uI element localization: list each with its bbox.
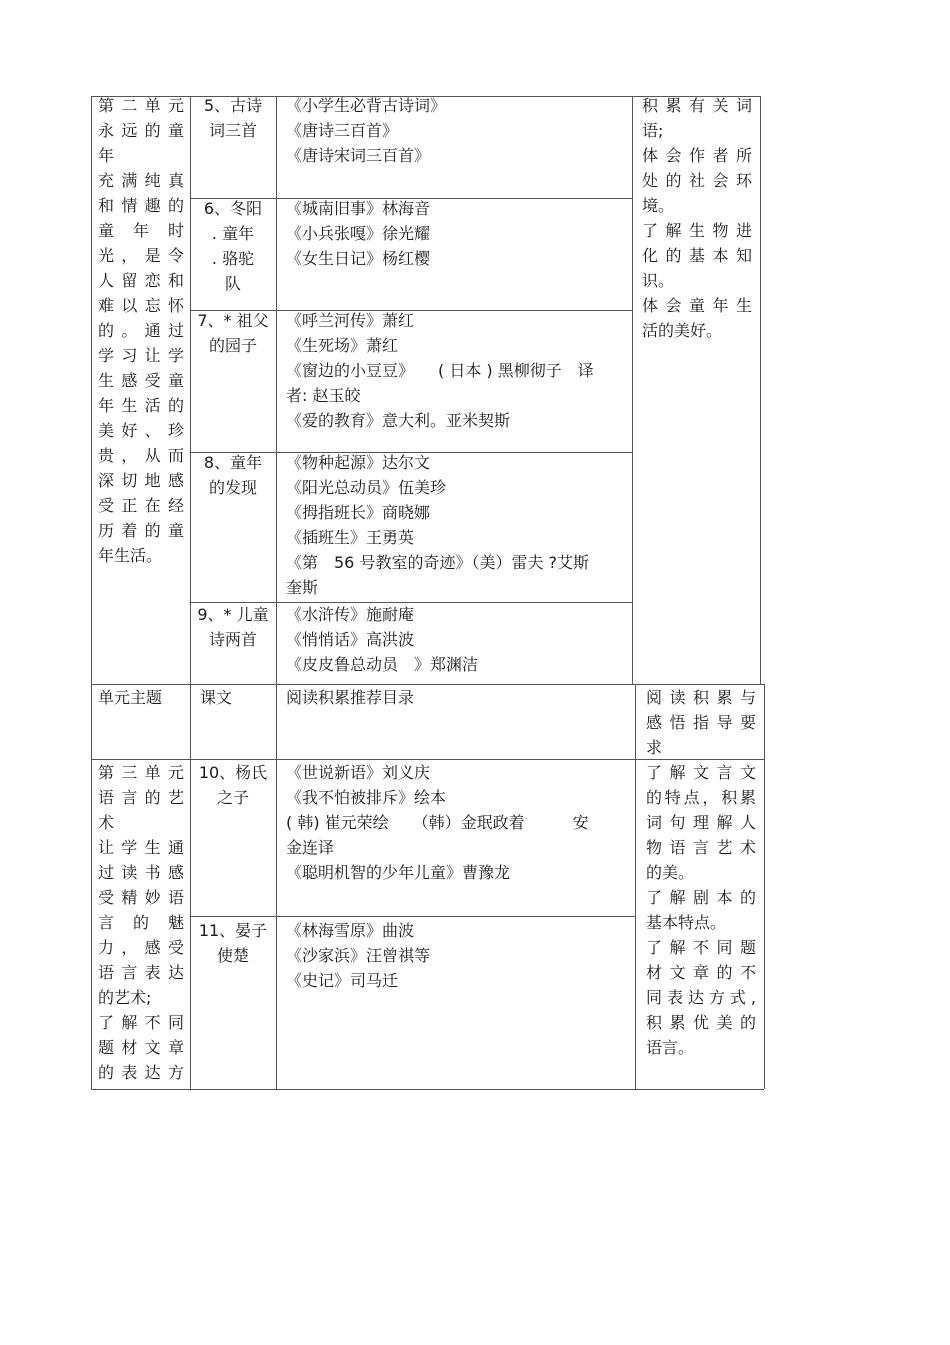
lesson-title: 6、冬阳 . 童年 . 骆驼 队 bbox=[203, 199, 263, 293]
list-item: 《第 56 号教室的奇迹》（美）雷夫 ?艾斯 bbox=[286, 553, 590, 572]
header-guidance: 阅 读 积 累 与 感 悟 指 导 要 求 bbox=[646, 688, 756, 757]
lesson-title: 7、* 祖父 的园子 bbox=[197, 311, 269, 355]
reading-list bbox=[286, 450, 589, 600]
s2-right-border bbox=[764, 684, 765, 1089]
header-unit-theme: 单元主题 bbox=[98, 688, 163, 707]
list-item: 《我不怕被排斥》绘本 bbox=[286, 788, 447, 807]
guidance-text: 积 累 有 关 词 语; 体 会 作 者 所 处 的 社 会 环 境。 了 解 生 物 进 化 的 基 本 知 识。 体 会 童 年 生 活的美好。 bbox=[642, 96, 752, 340]
list-item: ( 韩) 崔元荣绘 （韩）金珉政着 安 bbox=[286, 813, 589, 832]
s2-row-divider-1 bbox=[190, 916, 635, 917]
s1-col-divider-2 bbox=[276, 96, 277, 684]
s2-left-border bbox=[91, 684, 92, 1089]
lesson-title: 9、* 儿童 诗两首 bbox=[197, 605, 269, 649]
header-lesson: 课文 bbox=[200, 688, 233, 707]
reading-list bbox=[286, 760, 589, 885]
list-item: 奎斯 bbox=[286, 578, 319, 597]
list-item: 《史记》司马迁 bbox=[286, 971, 399, 990]
list-item: 《女生日记》杨红樱 bbox=[286, 249, 431, 268]
list-item: 者: 赵玉皎 bbox=[286, 386, 361, 405]
list-item: 《小兵张嘎》徐光耀 bbox=[286, 224, 431, 243]
list-item: 《世说新语》刘义庆 bbox=[286, 763, 431, 782]
list-item: 《林海雪原》曲波 bbox=[286, 921, 415, 940]
reading-list bbox=[286, 93, 446, 168]
list-item: 《阳光总动员》伍美珍 bbox=[286, 478, 447, 497]
reading-list bbox=[286, 308, 594, 433]
list-item: 金连译 bbox=[286, 838, 335, 857]
lesson-title: 11、晏子 使楚 bbox=[198, 921, 268, 965]
list-item: 《小学生必背古诗词》 bbox=[286, 96, 447, 115]
lesson-title: 10、杨氏 之子 bbox=[198, 763, 268, 807]
list-item: 《唐诗三百首》 bbox=[286, 121, 399, 140]
list-item: 《唐诗宋词三百首》 bbox=[286, 146, 431, 165]
list-item: 《皮皮鲁总动员 》郑渊洁 bbox=[286, 655, 479, 674]
s2-col-divider-1 bbox=[190, 684, 191, 1089]
s2-col-divider-2 bbox=[276, 684, 277, 1089]
list-item: 《呼兰河传》萧红 bbox=[286, 311, 415, 330]
s1-col-divider-3 bbox=[632, 96, 633, 684]
s1-col-divider-1 bbox=[190, 96, 191, 684]
list-item: 《拇指班长》商晓娜 bbox=[286, 503, 431, 522]
list-item: 《水浒传》施耐庵 bbox=[286, 605, 415, 624]
list-item: 《悄悄话》高洪波 bbox=[286, 630, 415, 649]
list-item: 《插班生》王勇英 bbox=[286, 528, 415, 547]
s1-right-border bbox=[760, 96, 761, 684]
s2-bottom-border bbox=[91, 1089, 764, 1090]
list-item: 《聪明机智的少年儿童》曹豫龙 bbox=[286, 863, 511, 882]
reading-list bbox=[286, 602, 478, 677]
s1-left-border bbox=[91, 96, 92, 684]
reading-list bbox=[286, 918, 430, 993]
reading-list bbox=[286, 196, 430, 271]
header-reading-list: 阅读积累推荐目录 bbox=[286, 688, 415, 707]
unit-3-description: 第三单元 语言的艺 术 让学生通 过读书感 受精妙语 言 的 魅 力，感受 语言表达 的艺术; 了解不同 题材文章 的表达方 bbox=[98, 763, 184, 1082]
list-item: 《城南旧事》林海音 bbox=[286, 199, 431, 218]
list-item: 《物种起源》达尔文 bbox=[286, 453, 431, 472]
lesson-title: 5、古诗 词三首 bbox=[203, 96, 263, 140]
s2-col-divider-3 bbox=[635, 684, 636, 1089]
lesson-title: 8、童年 的发现 bbox=[203, 453, 263, 497]
list-item: 《沙家浜》汪曾祺等 bbox=[286, 946, 431, 965]
list-item: 《生死场》萧红 bbox=[286, 336, 399, 355]
list-item: 《爱的教育》意大利。亚米契斯 bbox=[286, 411, 511, 430]
unit-2-description: 第二单元 永远的童 年 充满纯真 和情趣的 童 年 时 光，是令 人留恋和 难以忘怀 的。通过 学习让学 生感受童 年生活的 美好、珍 贵，从而 深切地感 受正在经 历着的童 年生活。 bbox=[98, 96, 184, 565]
list-item: 《窗边的小豆豆》 ( 日本 ) 黑柳彻子 译 bbox=[286, 361, 594, 380]
guidance-text: 了 解 文 言 文 的特点，积累 词 句 理 解 人 物 语 言 艺 术 的美。 了 解 剧 本 的 基本特点。 了 解 不 同 题 材 文 章 的 不 同表达方式, 积 累 优 美 的 语言。 bbox=[646, 763, 756, 1057]
